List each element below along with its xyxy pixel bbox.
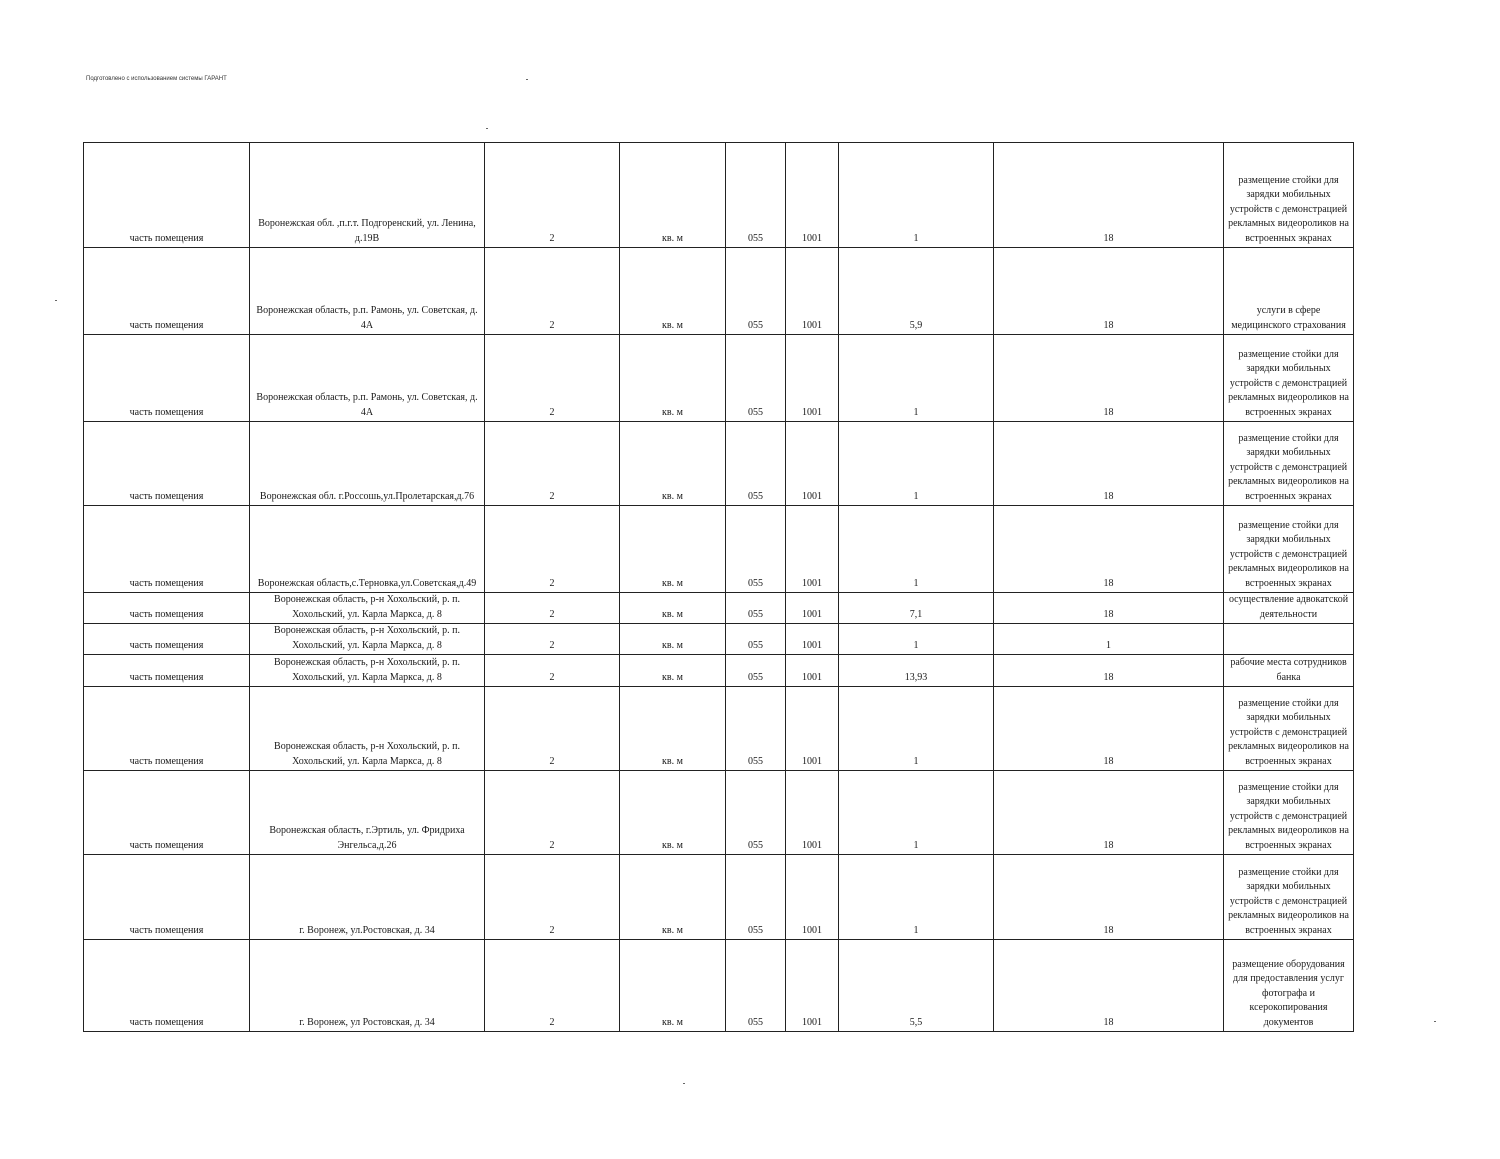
row-purpose: размещение стойки для зарядки мобильных устройств с демонстрацией рекламных видеороликов на встроенных экранах <box>1224 687 1354 771</box>
table-row <box>84 143 1354 248</box>
row-count: 2 <box>485 940 620 1032</box>
row-code2: 1001 <box>786 687 839 771</box>
row-count: 2 <box>485 687 620 771</box>
row-area: 1 <box>839 335 994 422</box>
row-count: 2 <box>485 335 620 422</box>
row-area: 1 <box>839 422 994 506</box>
row-type: часть помещения <box>84 940 250 1032</box>
row-area: 7,1 <box>839 593 994 624</box>
table-row <box>84 593 1354 624</box>
row-count: 2 <box>485 655 620 687</box>
row-code2: 1001 <box>786 422 839 506</box>
row-type: часть помещения <box>84 422 250 506</box>
row-type: часть помещения <box>84 143 250 248</box>
row-unit: кв. м <box>620 771 726 855</box>
row-unit: кв. м <box>620 506 726 593</box>
table-row <box>84 655 1354 687</box>
row-term: 18 <box>994 335 1224 422</box>
row-count: 2 <box>485 248 620 335</box>
table-row <box>84 855 1354 940</box>
row-code2: 1001 <box>786 248 839 335</box>
row-purpose: размещение стойки для зарядки мобильных устройств с демонстрацией рекламных видеороликов на встроенных экранах <box>1224 422 1354 506</box>
row-type: часть помещения <box>84 335 250 422</box>
row-address: Воронежская область, р-н Хохольский, р. п. Хохольский, ул. Карла Маркса, д. 8 <box>250 593 485 624</box>
row-term: 18 <box>994 248 1224 335</box>
row-code1: 055 <box>726 624 786 655</box>
row-type: часть помещения <box>84 624 250 655</box>
row-code1: 055 <box>726 687 786 771</box>
row-count: 2 <box>485 422 620 506</box>
row-type: часть помещения <box>84 593 250 624</box>
row-address: Воронежская область, р.п. Рамонь, ул. Советская, д. 4А <box>250 335 485 422</box>
row-code2: 1001 <box>786 335 839 422</box>
row-type: часть помещения <box>84 855 250 940</box>
row-term: 1 <box>994 624 1224 655</box>
row-code1: 055 <box>726 143 786 248</box>
row-code2: 1001 <box>786 143 839 248</box>
row-count: 2 <box>485 624 620 655</box>
row-term: 18 <box>994 593 1224 624</box>
row-code2: 1001 <box>786 771 839 855</box>
row-unit: кв. м <box>620 855 726 940</box>
scan-speck <box>55 300 57 301</box>
row-address: Воронежская область, р-н Хохольский, р. п. Хохольский, ул. Карла Маркса, д. 8 <box>250 655 485 687</box>
row-address: Воронежская область, р-н Хохольский, р. п. Хохольский, ул. Карла Маркса, д. 8 <box>250 624 485 655</box>
row-term: 18 <box>994 506 1224 593</box>
row-purpose: размещение оборудования для предоставления услуг фотографа и ксерокопирования документов <box>1224 940 1354 1032</box>
table-row <box>84 506 1354 593</box>
row-unit: кв. м <box>620 687 726 771</box>
row-purpose: размещение стойки для зарядки мобильных устройств с демонстрацией рекламных видеороликов на встроенных экранах <box>1224 855 1354 940</box>
row-area: 1 <box>839 771 994 855</box>
scan-speck <box>526 79 528 80</box>
row-code1: 055 <box>726 771 786 855</box>
row-area: 1 <box>839 855 994 940</box>
row-area: 5,5 <box>839 940 994 1032</box>
row-term: 18 <box>994 422 1224 506</box>
row-address: Воронежская область, г.Эртиль, ул. Фридриха Энгельса,д.26 <box>250 771 485 855</box>
row-code1: 055 <box>726 655 786 687</box>
row-code2: 1001 <box>786 855 839 940</box>
row-unit: кв. м <box>620 655 726 687</box>
row-code1: 055 <box>726 248 786 335</box>
row-unit: кв. м <box>620 940 726 1032</box>
row-code2: 1001 <box>786 593 839 624</box>
row-code2: 1001 <box>786 940 839 1032</box>
premises-table <box>83 142 1354 1032</box>
scan-speck <box>683 1083 685 1084</box>
row-unit: кв. м <box>620 593 726 624</box>
header-note: Подготовлено с использованием системы ГАРАНТ <box>86 76 227 82</box>
row-address: г. Воронеж, ул Ростовская, д. 34 <box>250 940 485 1032</box>
row-term: 18 <box>994 655 1224 687</box>
row-type: часть помещения <box>84 771 250 855</box>
row-code1: 055 <box>726 940 786 1032</box>
row-area: 1 <box>839 687 994 771</box>
row-term: 18 <box>994 771 1224 855</box>
row-address: Воронежская обл. ,п.г.т. Подгоренский, ул. Ленина, д.19В <box>250 143 485 248</box>
scan-speck <box>486 128 488 129</box>
row-area: 1 <box>839 624 994 655</box>
row-purpose: размещение стойки для зарядки мобильных устройств с демонстрацией рекламных видеороликов на встроенных экранах <box>1224 335 1354 422</box>
row-type: часть помещения <box>84 506 250 593</box>
row-unit: кв. м <box>620 143 726 248</box>
table-row <box>84 422 1354 506</box>
row-unit: кв. м <box>620 422 726 506</box>
row-code2: 1001 <box>786 506 839 593</box>
scan-speck <box>1434 1021 1436 1022</box>
table-row <box>84 624 1354 655</box>
row-purpose: осуществление адвокатской деятельности <box>1224 593 1354 624</box>
table-row <box>84 940 1354 1032</box>
row-address: Воронежская обл. г.Россошь,ул.Пролетарская,д.76 <box>250 422 485 506</box>
row-type: часть помещения <box>84 687 250 771</box>
row-term: 18 <box>994 143 1224 248</box>
row-code1: 055 <box>726 855 786 940</box>
row-term: 18 <box>994 855 1224 940</box>
row-unit: кв. м <box>620 624 726 655</box>
row-count: 2 <box>485 593 620 624</box>
row-code2: 1001 <box>786 655 839 687</box>
row-code1: 055 <box>726 422 786 506</box>
table-row <box>84 771 1354 855</box>
row-purpose: размещение стойки для зарядки мобильных устройств с демонстрацией рекламных видеороликов на встроенных экранах <box>1224 143 1354 248</box>
row-purpose: рабочие места сотрудников банка <box>1224 655 1354 687</box>
row-area: 5,9 <box>839 248 994 335</box>
row-code1: 055 <box>726 506 786 593</box>
row-area: 1 <box>839 506 994 593</box>
row-address: г. Воронеж, ул.Ростовская, д. 34 <box>250 855 485 940</box>
row-type: часть помещения <box>84 655 250 687</box>
row-count: 2 <box>485 855 620 940</box>
row-count: 2 <box>485 143 620 248</box>
row-type: часть помещения <box>84 248 250 335</box>
row-code1: 055 <box>726 335 786 422</box>
row-area: 1 <box>839 143 994 248</box>
row-address: Воронежская область,с.Терновка,ул.Советская,д.49 <box>250 506 485 593</box>
row-purpose: услуги в сфере медицинского страхования <box>1224 248 1354 335</box>
table-row <box>84 335 1354 422</box>
row-address: Воронежская область, р.п. Рамонь, ул. Советская, д. 4А <box>250 248 485 335</box>
row-purpose: размещение стойки для зарядки мобильных устройств с демонстрацией рекламных видеороликов на встроенных экранах <box>1224 771 1354 855</box>
row-term: 18 <box>994 687 1224 771</box>
row-count: 2 <box>485 506 620 593</box>
row-count: 2 <box>485 771 620 855</box>
row-area: 13,93 <box>839 655 994 687</box>
row-purpose: размещение стойки для зарядки мобильных устройств с демонстрацией рекламных видеороликов на встроенных экранах <box>1224 506 1354 593</box>
row-unit: кв. м <box>620 335 726 422</box>
row-address: Воронежская область, р-н Хохольский, р. п. Хохольский, ул. Карла Маркса, д. 8 <box>250 687 485 771</box>
row-code1: 055 <box>726 593 786 624</box>
row-unit: кв. м <box>620 248 726 335</box>
row-purpose <box>1224 624 1354 655</box>
row-code2: 1001 <box>786 624 839 655</box>
table-row <box>84 248 1354 335</box>
row-term: 18 <box>994 940 1224 1032</box>
table-row <box>84 687 1354 771</box>
